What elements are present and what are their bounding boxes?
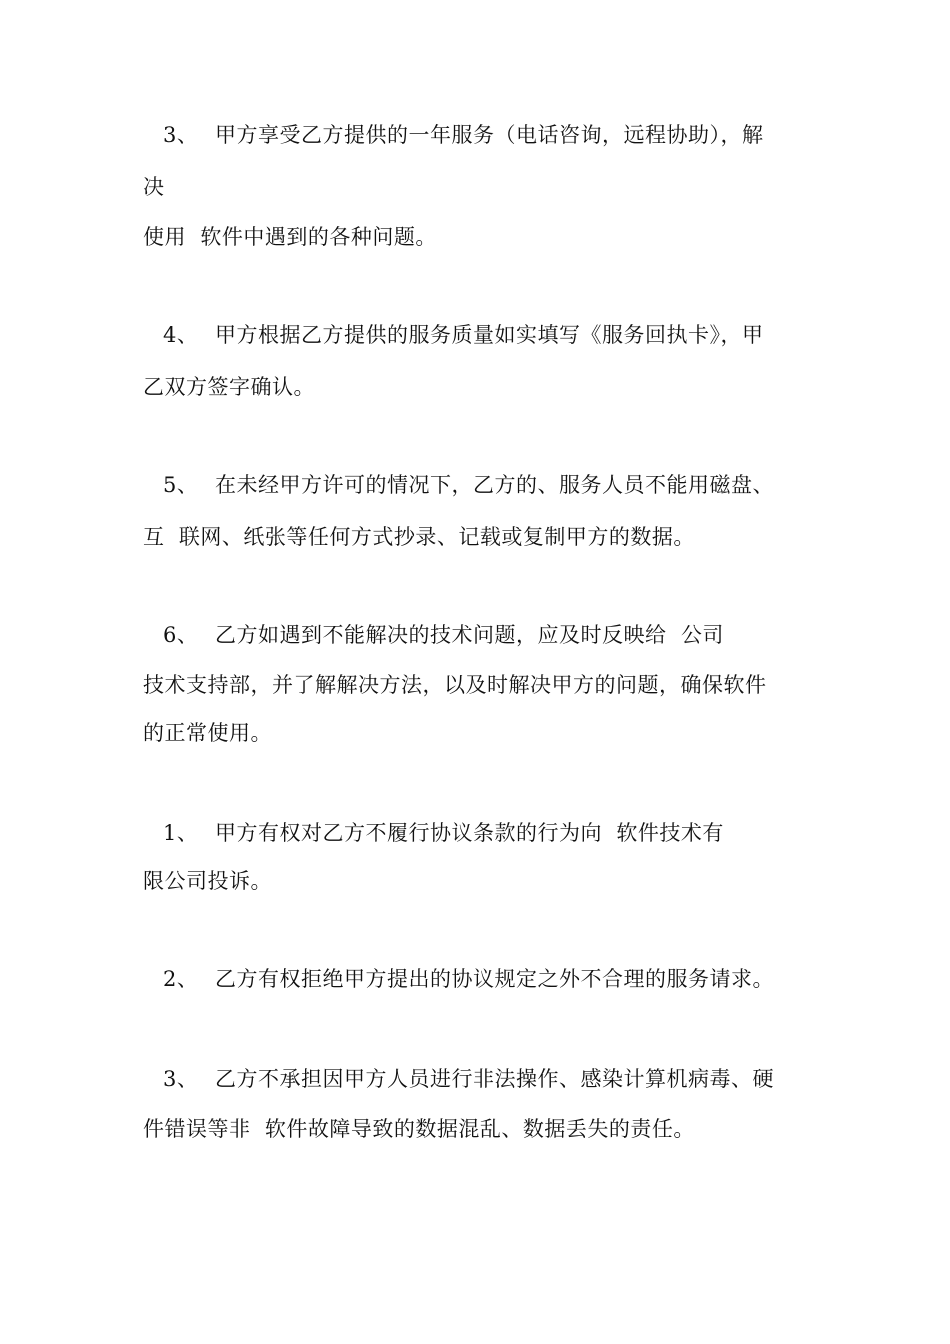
clause-number: 3、: [163, 123, 199, 147]
clause-line: [143, 372, 315, 402]
clause-line: [143, 470, 774, 500]
clause-text: 乙方如遇到不能解决的技术问题，应及时反映给 公司: [215, 623, 724, 647]
clause-line: [143, 320, 764, 350]
clause-text: 互 联网、纸张等任何方式抄录、记载或复制甲方的数据。: [143, 525, 695, 549]
clause-line: [143, 522, 695, 552]
clause-number: 2、: [163, 967, 199, 991]
clause-line: [143, 172, 165, 202]
clause-line: [143, 1114, 695, 1144]
clause-line: [143, 718, 272, 748]
clause-number: 1、: [163, 821, 199, 845]
clause-line: [143, 222, 437, 252]
clause-text: 甲方根据乙方提供的服务质量如实填写《服务回执卡》，甲: [215, 323, 764, 347]
clause-text: 甲方享受乙方提供的一年服务（电话咨询，远程协助），解: [215, 123, 764, 147]
clause-line: [143, 620, 724, 650]
clause-number: 6、: [163, 623, 199, 647]
clause-line: [143, 818, 724, 848]
clause-text: 在未经甲方许可的情况下，乙方的、服务人员不能用磁盘、: [215, 473, 774, 497]
clause-text: 甲方有权对乙方不履行协议条款的行为向 软件技术有: [215, 821, 724, 845]
clause-line: [143, 964, 774, 994]
clause-text: 使用 软件中遇到的各种问题。: [143, 225, 437, 249]
clause-text: 乙双方签字确认。: [143, 375, 315, 399]
clause-text: 的正常使用。: [143, 721, 272, 745]
clause-number: 4、: [163, 323, 199, 347]
clause-text: 乙方不承担因甲方人员进行非法操作、感染计算机病毒、硬: [215, 1067, 774, 1091]
clause-text: 件错误等非 软件故障导致的数据混乱、数据丢失的责任。: [143, 1117, 695, 1141]
clause-number: 3、: [163, 1067, 199, 1091]
clause-line: [143, 1064, 774, 1094]
clause-line: [143, 670, 767, 700]
clause-text: 决: [143, 175, 165, 199]
clause-text: 技术支持部，并了解解决方法，以及时解决甲方的问题，确保软件: [143, 673, 767, 697]
clause-number: 5、: [163, 473, 199, 497]
clause-text: 限公司投诉。: [143, 869, 272, 893]
clause-line: [143, 120, 764, 150]
clause-text: 乙方有权拒绝甲方提出的协议规定之外不合理的服务请求。: [215, 967, 774, 991]
clause-line: [143, 866, 272, 896]
